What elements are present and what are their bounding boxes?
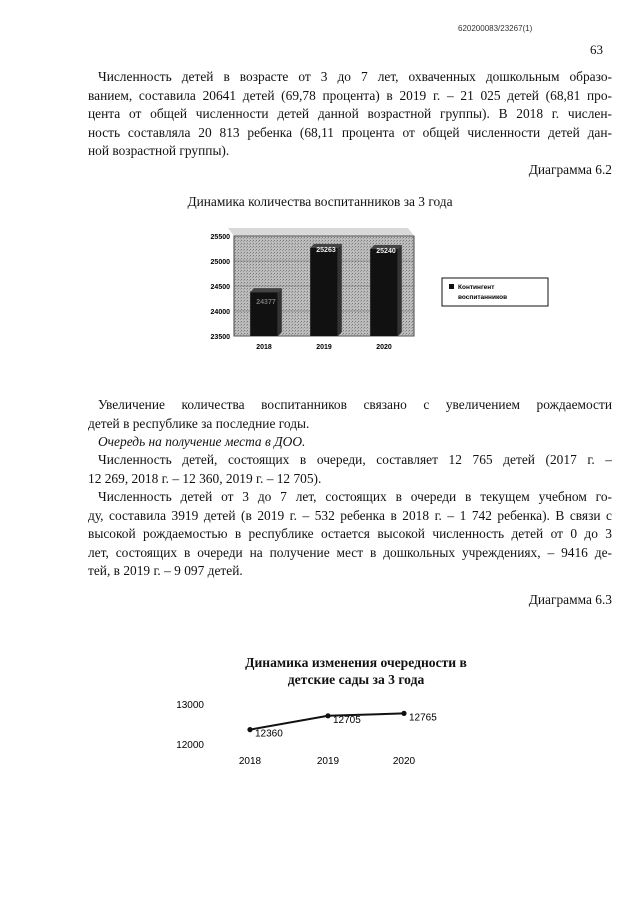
text-line: ной возрастной группы). [88,143,230,158]
y-tick-label: 23500 [210,334,230,341]
text-line: цента от общей численности детей данной возрастной группы). В 2018 г. числен- [88,106,612,121]
x-tick-label: 2020 [376,344,392,351]
y-tick-label: 24000 [210,309,230,316]
x-tick-label: 2018 [238,756,262,767]
bar-side [338,244,342,336]
data-point [401,711,406,716]
diagram-caption-6-2: Диаграмма 6.2 [528,162,612,177]
text-line: детей в республике за последние годы. [88,415,310,431]
x-tick-label: 2019 [316,344,332,351]
bar-side [398,245,402,336]
chart2-title [196,654,516,688]
y-tick-label: 24500 [210,284,230,291]
bar-top [250,288,282,292]
chart2-title-line1: Динамика изменения очередности в [245,655,467,670]
data-point [325,713,330,718]
legend-label-line1: Контингент [458,284,495,291]
data-label: 25240 [376,248,396,255]
text-line: Численность детей от 3 до 7 лет, состоящих в очереди в текущем учебном го- [98,489,612,504]
chart2-title-line2: детские сады за 3 года [287,672,425,687]
text-line: Увеличение количества воспитанников связано с увеличением рождаемости [98,397,612,412]
bar [310,248,338,336]
bar [370,249,398,336]
document-id: 620200083/23267(1) [458,24,533,33]
data-label: 25263 [316,246,336,254]
paragraph-queue-count [88,451,612,488]
text-line: тей, в 2019 г. – 9 097 детей. [88,563,243,578]
text-line: лет, состоящих в очереди на получение мест в дошкольных учреждениях, – 9416 де- [88,544,612,560]
data-point [247,727,252,732]
y-tick-label: 25000 [210,259,230,266]
text-line: Численность детей в возрасте от 3 до 7 лет, охваченных дошкольным образо- [98,69,612,84]
text-line: 12 269, 2018 г. – 12 360, 2019 г. – 12 705). [88,470,322,486]
data-label: 12705 [333,714,361,726]
section-heading-queue: Очередь на получение места в ДОО. [98,434,306,449]
x-tick-label: 2019 [316,756,340,767]
chart1-legend [442,278,548,306]
text-line: высокой рождаемостью в республике остается высокой численность детей от 0 до 3 [88,526,612,541]
chart1-title: Динамика количества воспитанников за 3 года [187,194,453,209]
data-label: 24377 [256,299,276,307]
paragraph-queue-3-7 [88,488,612,581]
page-number: 63 [590,42,603,57]
text-line: Численность детей, состоящих в очереди, составляет 12 765 детей (2017 г. – [98,452,612,467]
x-tick-label: 2020 [392,756,416,767]
y-tick-label: 12000 [176,740,204,751]
x-tick-label: 2018 [256,344,272,351]
diagram-caption-6-3: Диаграмма 6.3 [528,592,612,607]
y-tick-label: 25500 [210,234,230,241]
paragraph-increase [88,396,612,433]
bar-side [278,288,282,336]
paragraph-coverage [88,68,612,161]
y-tick-label: 13000 [176,700,204,711]
data-label: 12360 [255,728,283,740]
text-line: ванием, составила 20641 детей (69,78 процента) в 2019 г. – 21 025 детей (68,81 про- [88,87,612,103]
line-chart [160,694,480,774]
bar-chart [190,222,560,358]
data-label: 12765 [409,712,437,724]
text-line: ность составляла 20 813 ребенка (68,11 процента от общей численности детей дан- [88,124,612,140]
text-line: ду, составила 3919 детей (в 2019 г. – 532 ребенка в 2018 г. – 1 742 ребенка). В связи с [88,507,612,523]
legend-label-line2: воспитанников [458,294,508,301]
